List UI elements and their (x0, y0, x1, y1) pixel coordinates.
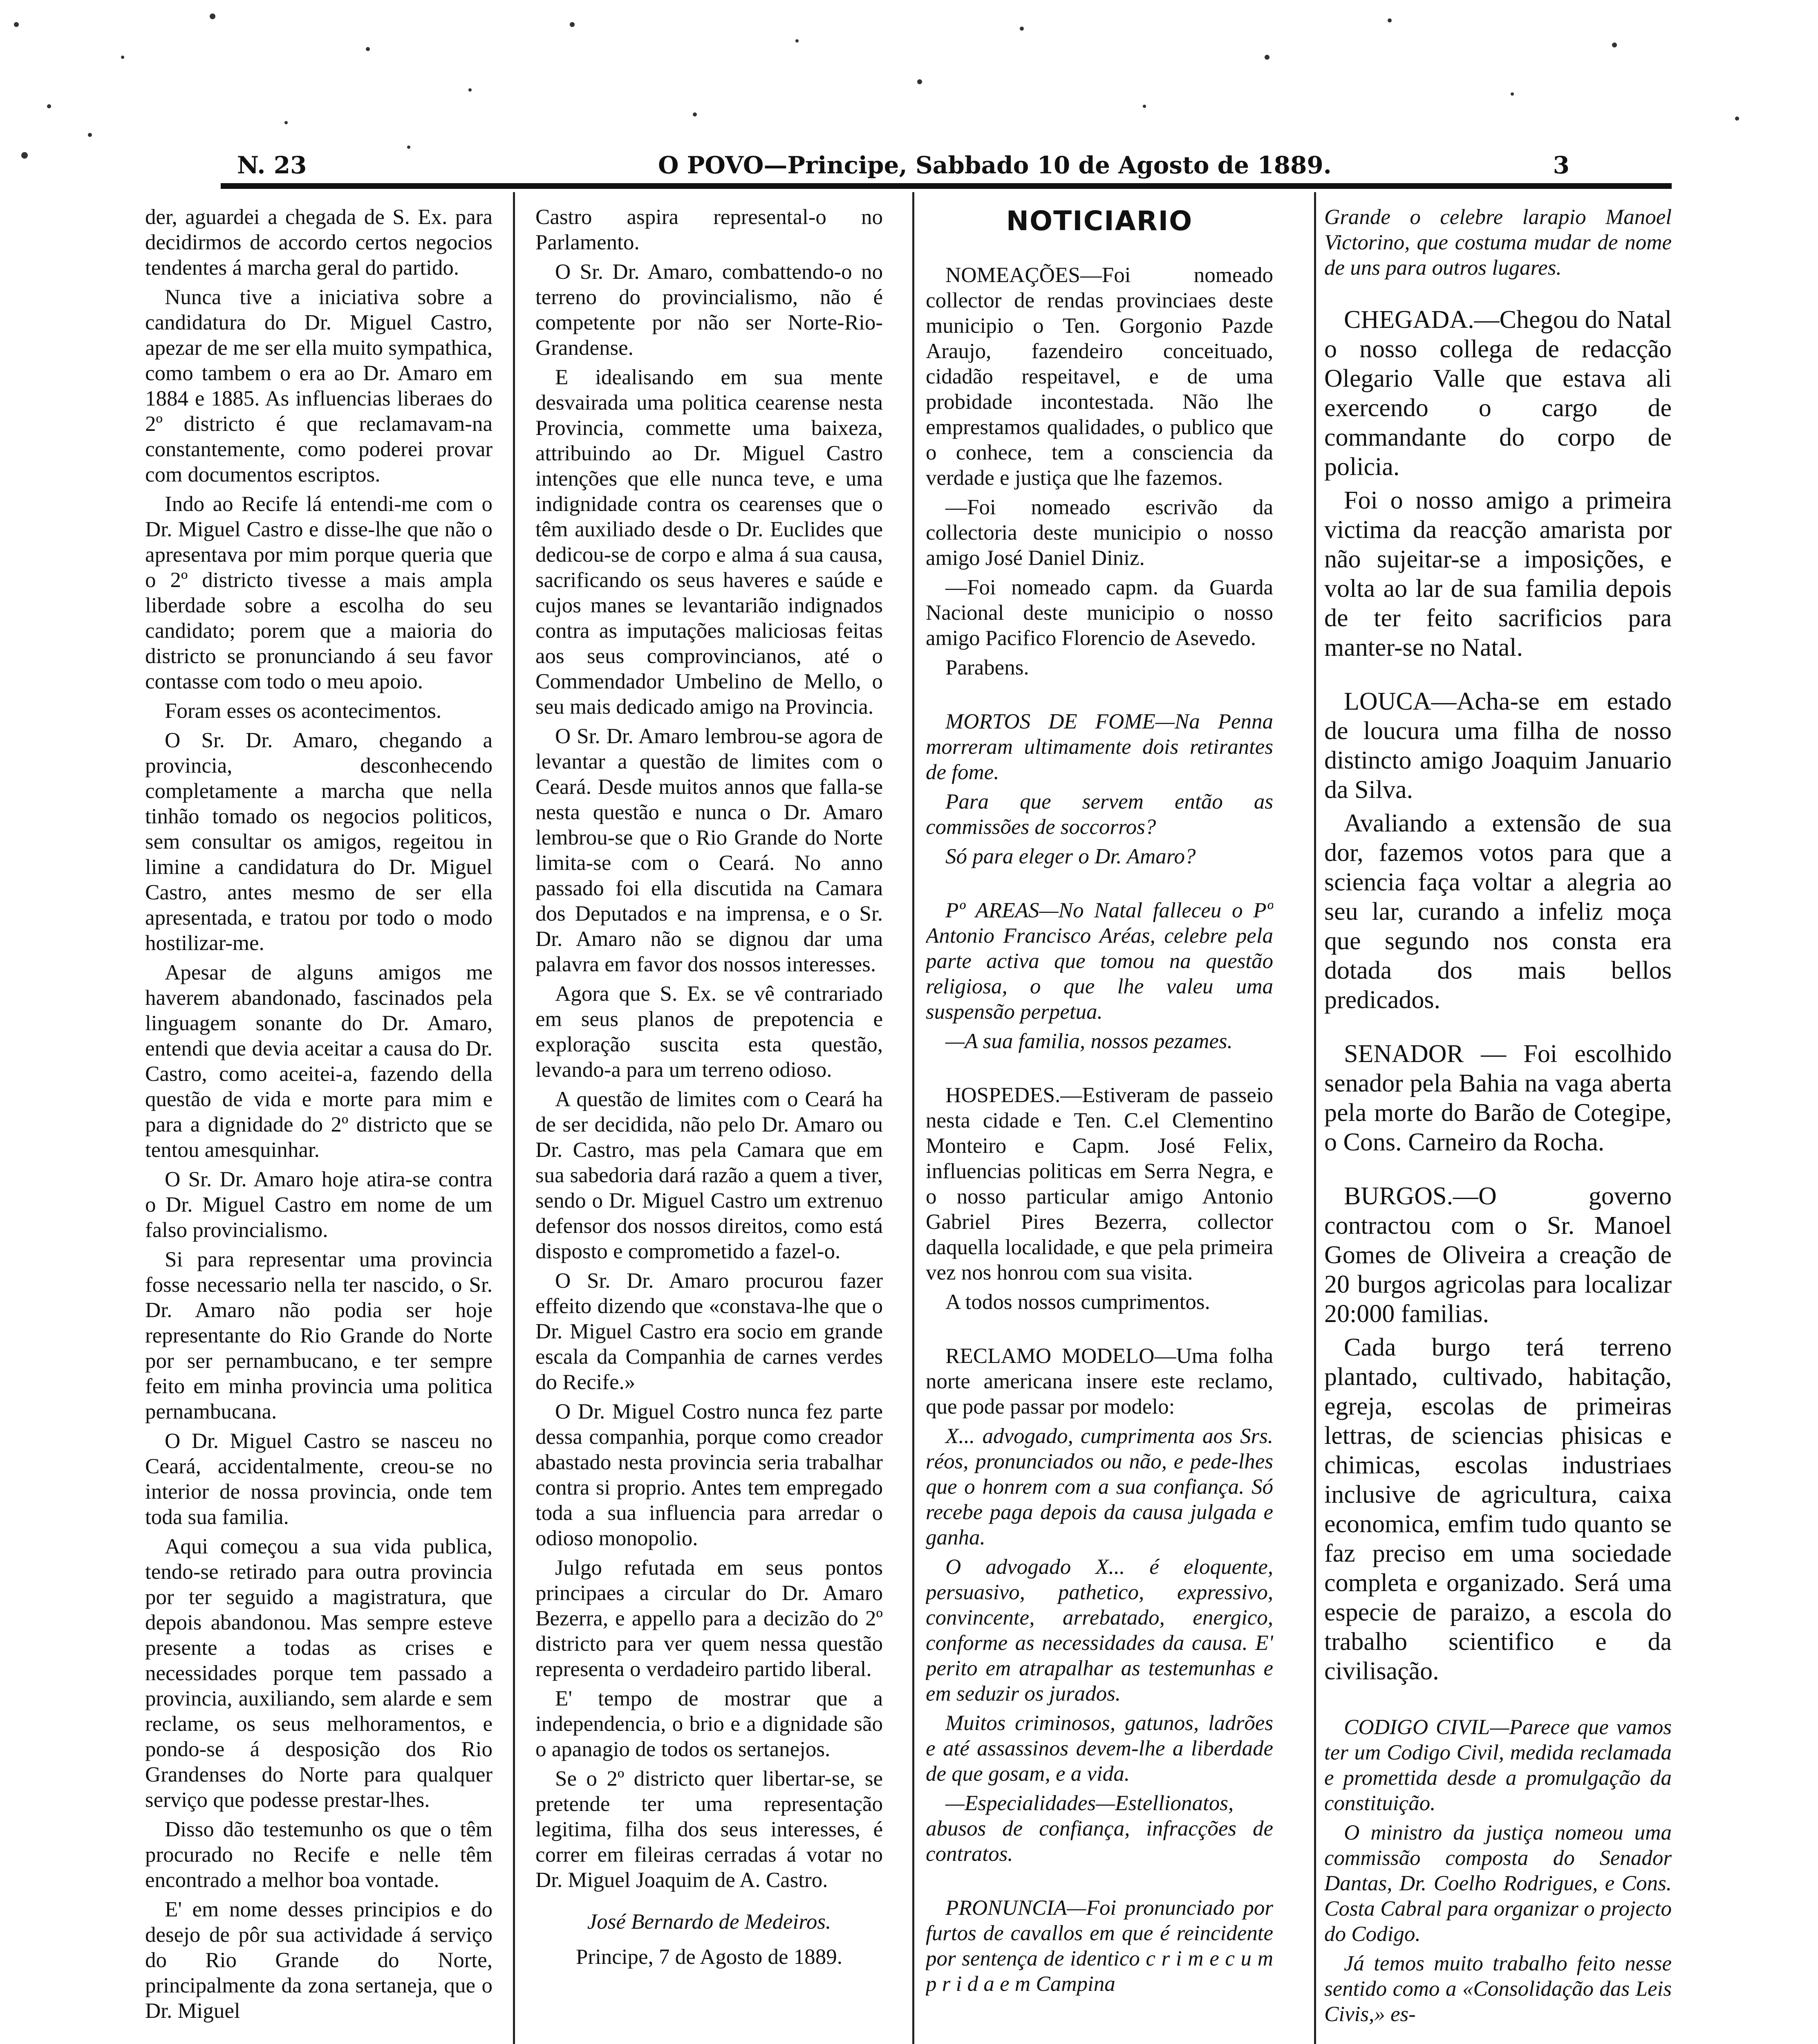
paragraph: O Sr. Dr. Amaro procurou fazer effeito dizendo que «constava-lhe que o Dr. Miguel Castro era socio em grande escala da Companhia de carnes verdes do Recife.» (535, 1269, 883, 1394)
news-item: NOMEAÇÕES—Foi nomeado collector de rendas provinciaes deste municipio o Ten. Gorgonio Pazde Araujo, fazendeiro conceituado, cidadão respeitavel, e de uma probidade incontestada. Não lhe emprestamos qualidades, o publico que o conhece, tem a consciencia da verdade e justiça que lhe fazemos. (926, 263, 1273, 490)
news-item: CODIGO CIVIL—Parece que vamos ter um Codigo Civil, medida reclamada e promettida desde a promulgação da constituição. (1324, 1715, 1672, 1815)
news-item: O advogado X... é eloquente, persuasivo, pathetico, expressivo, convincente, arrebatado, energico, conforme as necessidades da causa. E' perito em atrapalhar as testemunhas e em seduzir os jurados. (926, 1555, 1273, 1706)
column-2 (535, 204, 883, 2044)
paragraph: Se o 2º districto quer libertar-se, se pretende ter uma representação legitima, filha dos seus interesses, é correr em fileiras cerradas á votar no Dr. Miguel Joaquim de A. Castro. (535, 1767, 883, 1892)
spacer (1324, 1690, 1672, 1715)
news-item: Para que servem então as commissões de soccorros? (926, 790, 1273, 839)
column-4 (1324, 204, 1672, 2044)
news-item: O ministro da justiça nomeou uma commissão composta do Senador Dantas, Dr. Coelho Rodrigues, e Cons. Costa Cabral para organizar o projecto do Codigo. (1324, 1821, 1672, 1946)
header-rule (221, 183, 1672, 189)
paragraph: O Sr. Dr. Amaro lembrou-se agora de levantar a questão de limites com o Ceará. Desde muitos annos que falla-se nesta questão e nunca o Dr. Amaro lembrou-se que o Rio Grande do Norte limita-se com o Ceará. No anno passado foi ella discutida na Camara dos Deputados e na imprensa, e o Sr. Dr. Amaro não se dignou dar uma palavra em favor dos nossos interesses. (535, 724, 883, 976)
paragraph: E idealisando em sua mente desvairada uma politica cearense nesta Provincia, commette uma baixeza, attribuindo ao Dr. Miguel Castro intenções que elle nunca teve, e uma indignidade contra os cearenses que o têm auxiliado desde o Dr. Euclides que dedicou-se de corpo e alma á sua causa, sacrificando os seus haveres e saúde e cujos manes se levantarião indignados contra as imputações maliciosas feitas aos seus comprovincianos, até o Commendador Umbelino de Mello, o seu mais dedicado amigo na Provincia. (535, 365, 883, 719)
page-number: 3 (1553, 151, 1569, 179)
paragraph: O Dr. Miguel Costro nunca fez parte dessa companhia, porque como creador abastado nesta provincia seria trabalhar contra si proprio. Antes tem empregado toda a sua influencia para arredar o odioso monopolio. (535, 1400, 883, 1550)
news-item: Já temos muito trabalho feito nesse sentido como a «Consolidação das Leis Civis,» es- (1324, 1952, 1672, 2026)
spacer (926, 873, 1273, 898)
news-item: X... advogado, cumprimenta aos Srs. réos, pronunciados ou não, e pede-lhes que o honrem com a sua confiança. Só recebe paga depois da causa julgada e ganha. (926, 1424, 1273, 1549)
news-item: Parabens. (945, 656, 1029, 679)
paragraph: O Sr. Dr. Amaro, chegando a provincia, desconhecendo completamente a marcha que nella tinhão tomado os negocios politicos, sem consultar os amigos, regeitou in limine a candidatura do Dr. Miguel Castro, antes mesmo de ser ella apresentada, e tratou por todo o modo hostilizar-me. (145, 728, 493, 955)
news-item: A todos nossos cumprimentos. (945, 1290, 1210, 1314)
paragraph: Indo ao Recife lá entendi-me com o Dr. Miguel Castro e disse-lhe que não o apresentava por mim porque queria que o 2º districto tivesse a mais ampla liberdade sobre a escolha do seu candidato; porem que a maioria do districto se pronunciando á seu favor contasse com todo o meu apoio. (145, 492, 493, 693)
paragraph: Si para representar uma provincia fosse necessario nella ter nascido, o Sr. Dr. Amaro não podia ser hoje representante do Rio Grande do Norte por ser pernambucano, e ter sempre feito em minha provincia uma politica pernambucana. (145, 1248, 493, 1423)
paragraph: Aqui começou a sua vida publica, tendo-se retirado para outra provincia por ter seguido a magistratura, que depois abandonou. Mas sempre esteve presente a todas as crises e necessidades porque tem passado a provincia, auxiliando, sem alarde e sem reclame, os seus melhoramentos, e pondo-se á desposição dos Rio Grandenses do Norte para qualquer serviço que podesse prestar-lhes. (145, 1535, 493, 1812)
news-item: PRONUNCIA—Foi pronunciado por furtos de cavallos em que é reincidente por sentença de identico c r i m e c u m p r i d a e m Campina (926, 1896, 1273, 1996)
spacer (926, 1319, 1273, 1343)
paragraph: Agora que S. Ex. se vê contrariado em seus planos de prepotencia e exploração suscita esta questão, levando-a para um terreno odioso. (535, 982, 883, 1082)
news-item: —Foi nomeado escrivão da collectoria deste municipio o nosso amigo José Daniel Diniz. (926, 495, 1273, 570)
signature: José Bernardo de Medeiros. (587, 1910, 831, 1934)
page-header (229, 151, 1602, 180)
column-1 (145, 204, 493, 2044)
paragraph: der, aguardei a chegada de S. Ex. para decidirmos de accordo certos negocios tendentes á marcha geral do partido. (145, 205, 493, 280)
spacer (926, 1871, 1273, 1895)
column-divider-2 (912, 192, 914, 2044)
masthead-line: O POVO—Principe, Sabbado 10 de Agosto de 1889. (658, 151, 1332, 179)
news-item: Pº AREAS—No Natal falleceu o Pº Antonio Francisco Aréas, celebre pela parte activa que tomou na questão religiosa, o que lhe valeu uma suspensão perpetua. (926, 899, 1273, 1024)
paragraph: Nunca tive a iniciativa sobre a candidatura do Dr. Miguel Castro, apezar de me ser ella muito sympathica, como tambem o era ao Dr. Amaro em 1884 e 1885. As influencias liberaes do 2º districto é que reclamavam-na constantemente, como poderei provar com documentos escriptos. (145, 285, 493, 486)
news-item: Muitos criminosos, gatunos, ladrões e até assassinos devem-lhe a liberdade de que gosam, e a vida. (926, 1711, 1273, 1786)
news-item: LOUCA—Acha-se em estado de loucura uma filha de nosso distincto amigo Joaquim Januario da Silva. (1324, 688, 1672, 804)
place-date: Principe, 7 de Agosto de 1889. (575, 1945, 843, 1969)
paragraph: Foram esses os acontecimentos. (165, 699, 442, 723)
column-3 (926, 204, 1273, 2044)
news-item: Foi o nosso amigo a primeira victima da reacção amarista por não sujeitar-se a imposições, e volta ao lar de sua familia depois de ter feito sacrificios para manter-se no Natal. (1324, 486, 1672, 661)
column-divider-1 (513, 192, 515, 2044)
paragraph: E' em nome desses principios e do desejo de pôr sua actividade á serviço do Rio Grande do Norte, principalmente da zona sertaneja, que o Dr. Miguel (145, 1898, 493, 2023)
news-item: Cada burgo terá terreno plantado, cultivado, habitação, egreja, escolas de primeiras lettras, de sciencias phisicas e chimicas, escolas industriaes inclusive de agricultura, caixa economica, emfim tudo quanto se faz preciso em uma sociedade completa e organizado. Será uma especie de paraizo, a escola do trabalho scientifico e da civilisação. (1324, 1334, 1672, 1685)
news-item: RECLAMO MODELO—Uma folha norte americana insere este reclamo, que pode passar por modelo: (926, 1344, 1273, 1419)
news-item: —A sua familia, nossos pezames. (945, 1029, 1233, 1053)
news-item: MORTOS DE FOME—Na Penna morreram ultimamente dois retirantes de fome. (926, 710, 1273, 784)
issue-number: N. 23 (237, 151, 307, 179)
news-item: BURGOS.—O governo contractou com o Sr. Manoel Gomes de Oliveira a creação de 20 burgos agricolas para localizar 20:000 familias. (1324, 1182, 1672, 1328)
paragraph: Disso dão testemunho os que o têm procurado no Recife e nelle têm encontrado a melhor boa vontade. (145, 1818, 493, 1892)
paragraph: Julgo refutada em seus pontos principaes a circular do Dr. Amaro Bezerra, e appello para a decizão do 2º districto para ver quem nessa questão representa o verdadeiro partido liberal. (535, 1556, 883, 1681)
news-item: —Especialidades—Estellionatos, abusos de confiança, infracções de contratos. (926, 1791, 1273, 1866)
paragraph: O Dr. Miguel Castro se nasceu no Ceará, accidentalmente, creou-se no interior de nossa provincia, onde tem toda sua familia. (145, 1429, 493, 1529)
paragraph: Apesar de alguns amigos me haverem abandonado, fascinados pela linguagem sonante do Dr. Amaro, entendi que devia aceitar a causa do Dr. Castro, como aceitei-a, fazendo della questão de vida e morte para mim e para a dignidade do 2º districto que se tentou amesquinhar. (145, 961, 493, 1162)
paragraph: Castro aspira represental-o no Parlamento. (535, 205, 883, 254)
section-heading: NOTICIARIO (1006, 205, 1193, 237)
news-item: CHEGADA.—Chegou do Natal o nosso collega de redacção Olegario Valle que estava ali exercendo o cargo de commandante do corpo de policia. (1324, 306, 1672, 481)
news-item: —Foi nomeado capm. da Guarda Nacional deste municipio o nosso amigo Pacifico Florencio de Asevedo. (926, 576, 1273, 650)
news-item: Só para eleger o Dr. Amaro? (945, 845, 1196, 868)
scan-noise (0, 0, 1818, 172)
paragraph: O Sr. Dr. Amaro, combattendo-o no terreno do provincialismo, não é competente por não ser Norte-Rio-Grandense. (535, 260, 883, 360)
paragraph: A questão de limites com o Ceará ha de ser decidida, não pelo Dr. Amaro ou Dr. Castro, mas pela Camara que em sua sabedoria dará razão a quem a tiver, sendo o Dr. Miguel Castro um extrenuo defensor dos nossos direitos, como está disposto e comprometido a fazel-o. (535, 1087, 883, 1263)
news-item: Avaliando a extensão de sua dor, fazemos votos para que a sciencia faça voltar a alegria ao seu lar, curando a infeliz moça que segundo nos consta era dotada dos mais bellos predicados. (1324, 809, 1672, 1014)
news-item: SENADOR — Foi escolhido senador pela Bahia na vaga aberta pela morte do Barão de Cotegipe, o Cons. Carneiro da Rocha. (1324, 1040, 1672, 1156)
column-divider-3 (1314, 192, 1316, 2044)
paragraph: O Sr. Dr. Amaro hoje atira-se contra o Dr. Miguel Castro em nome de um falso provincialismo. (145, 1168, 493, 1242)
paragraph: E' tempo de mostrar que a independencia, o brio e a dignidade são o apanagio de todos os sertanejos. (535, 1687, 883, 1761)
news-item: HOSPEDES.—Estiveram de passeio nesta cidade e Ten. C.el Clementino Monteiro e Capm. José Felix, influencias politicas em Serra Negra, e o nosso particular amigo Antonio Gabriel Pires Bezerra, collector daquella localidade, e que pela primeira vez nos honrou com sua visita. (926, 1083, 1273, 1284)
spacer (926, 684, 1273, 709)
spacer (926, 1058, 1273, 1083)
news-item: Grande o celebre larapio Manoel Victorino, que costuma mudar de nome de uns para outros lugares. (1324, 205, 1672, 280)
